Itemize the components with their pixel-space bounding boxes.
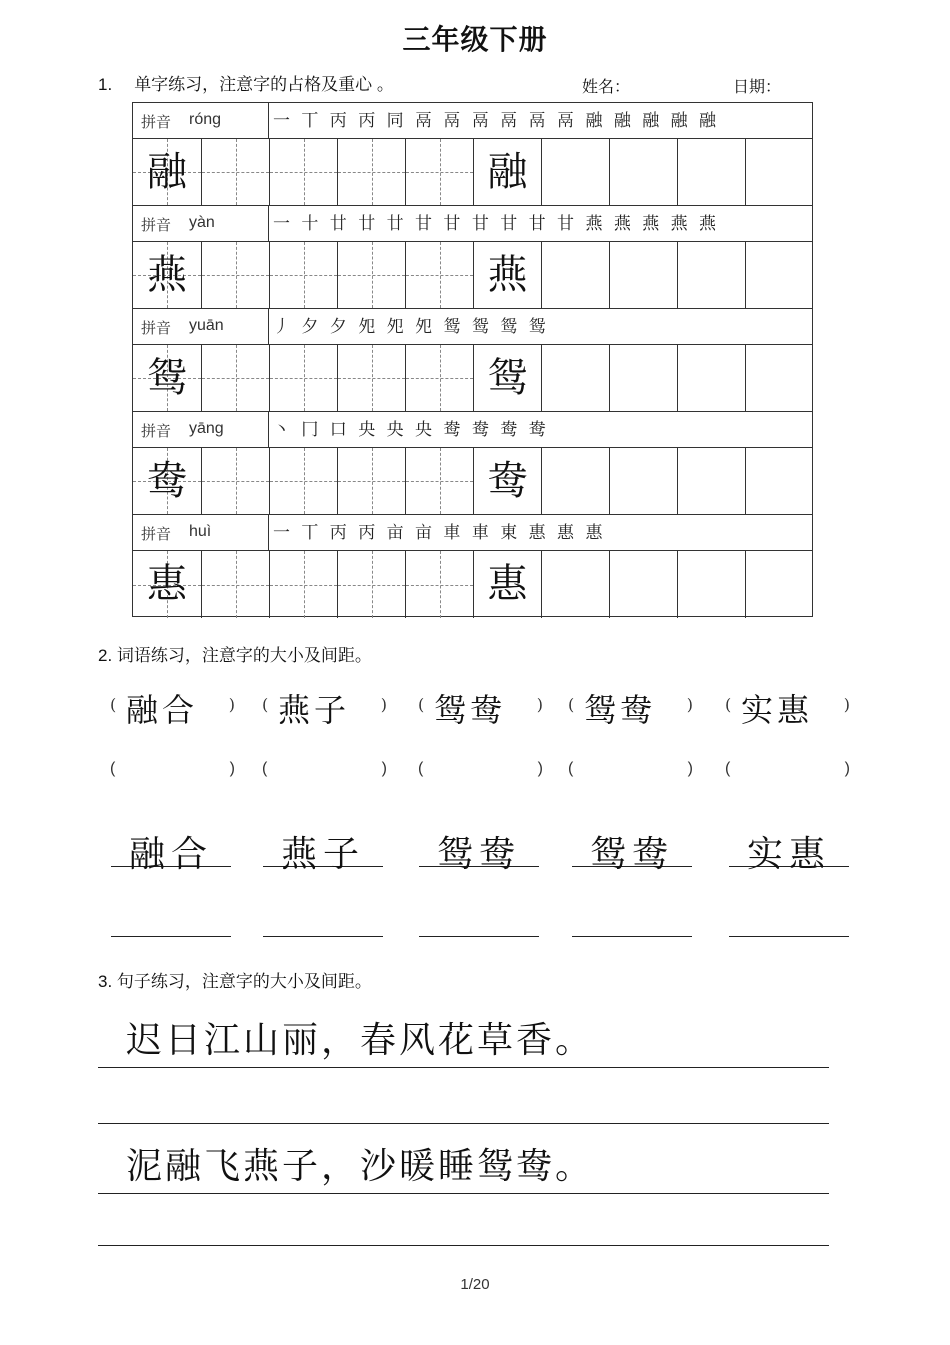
- pinyin-value: yāng: [189, 420, 224, 437]
- stroke-order: 一 丅 丙 丙 亩 亩 車 車 東 惠 惠 惠: [273, 523, 606, 543]
- pinyin-row: [133, 412, 812, 448]
- empty-parens[interactable]: ( ): [262, 760, 387, 777]
- sample-char: 燕: [487, 252, 528, 298]
- write-cell[interactable]: [541, 345, 609, 411]
- write-cell[interactable]: [609, 242, 677, 308]
- divider: [268, 515, 269, 550]
- section1-text: 单字练习，注意字的占格及重心 。: [134, 75, 394, 94]
- sample-cell: [473, 448, 541, 514]
- blank-word-line[interactable]: [263, 896, 383, 937]
- word-with-parens: ( 鸳鸯 ): [568, 685, 693, 735]
- pinyin-label: 拼音: [141, 423, 172, 440]
- word-on-line: 鸳鸯: [419, 826, 539, 867]
- trace-cell[interactable]: [201, 345, 269, 411]
- name-label: 姓名：: [582, 79, 631, 96]
- trace-cell[interactable]: [201, 139, 269, 205]
- model-char: 鸳: [147, 355, 187, 401]
- trace-cell[interactable]: [201, 448, 269, 514]
- word-with-parens: ( 燕子 ): [262, 685, 387, 735]
- trace-cell[interactable]: [269, 448, 337, 514]
- blank-word-line[interactable]: [572, 896, 692, 937]
- write-cell[interactable]: [609, 448, 677, 514]
- page-number: 1/20: [460, 1276, 490, 1293]
- write-cell[interactable]: [609, 345, 677, 411]
- stroke-order: 一 丅 丙 丙 同 鬲 鬲 鬲 鬲 鬲 鬲 融 融 融 融 融: [273, 111, 720, 131]
- model-char: 燕: [147, 252, 187, 298]
- model-cell: [133, 242, 201, 308]
- sample-char: 鸯: [487, 458, 528, 504]
- practice-row: [133, 139, 812, 206]
- pinyin-label: 拼音: [141, 526, 172, 543]
- blank-sentence-line[interactable]: [98, 1074, 829, 1124]
- section1-heading: [98, 70, 394, 95]
- word-text: 鸳鸯: [584, 691, 657, 729]
- write-cell[interactable]: [745, 242, 812, 308]
- word-with-parens: ( 实惠 ): [725, 685, 850, 735]
- section3-heading: 3. 句子练习，注意字的大小及间距。: [98, 972, 372, 991]
- stroke-order: 丶 冂 口 央 央 央 鸯 鸯 鸯 鸯: [273, 420, 549, 440]
- divider: [268, 309, 269, 344]
- blank-word-line[interactable]: [729, 896, 849, 937]
- write-cell[interactable]: [541, 448, 609, 514]
- trace-cell[interactable]: [337, 448, 405, 514]
- write-cell[interactable]: [745, 551, 812, 618]
- trace-cell[interactable]: [405, 139, 473, 205]
- practice-row: [133, 551, 812, 618]
- trace-cell[interactable]: [405, 551, 473, 618]
- trace-cell[interactable]: [337, 242, 405, 308]
- model-char: 融: [147, 149, 187, 195]
- trace-cell[interactable]: [405, 345, 473, 411]
- sample-cell: [473, 345, 541, 411]
- word-text: 融合: [126, 691, 199, 729]
- divider: [268, 412, 269, 447]
- date-label: 日期：: [733, 79, 782, 96]
- pinyin-value: yuān: [189, 317, 224, 334]
- pinyin-label: 拼音: [141, 320, 172, 337]
- pinyin-row: [133, 515, 812, 551]
- blank-sentence-line[interactable]: [98, 1196, 829, 1246]
- write-cell[interactable]: [609, 551, 677, 618]
- model-cell: [133, 345, 201, 411]
- trace-cell[interactable]: [201, 242, 269, 308]
- sample-char: 融: [487, 149, 528, 195]
- divider: [268, 103, 269, 138]
- page-title: 三年级下册: [402, 24, 548, 55]
- section1-number: 1.: [98, 75, 113, 94]
- trace-cell[interactable]: [337, 139, 405, 205]
- trace-cell[interactable]: [269, 242, 337, 308]
- section2-heading: 2. 词语练习，注意字的大小及间距。: [98, 646, 372, 665]
- sample-cell: [473, 551, 541, 618]
- sentence-line: 迟日江山丽，春风花草香。: [98, 1018, 829, 1068]
- sample-cell: [473, 242, 541, 308]
- blank-word-line[interactable]: [419, 896, 539, 937]
- pinyin-label: 拼音: [141, 217, 172, 234]
- model-char: 惠: [147, 561, 187, 607]
- pinyin-value: huì: [189, 523, 212, 540]
- trace-cell[interactable]: [337, 345, 405, 411]
- pinyin-row: [133, 206, 812, 242]
- write-cell[interactable]: [541, 242, 609, 308]
- empty-parens[interactable]: ( ): [568, 760, 693, 777]
- model-char: 鸯: [147, 458, 187, 504]
- word-with-parens: ( 融合 ): [110, 685, 235, 735]
- trace-cell[interactable]: [269, 345, 337, 411]
- trace-cell[interactable]: [405, 242, 473, 308]
- pinyin-row: [133, 103, 812, 139]
- write-cell[interactable]: [677, 345, 745, 411]
- model-cell: [133, 139, 201, 205]
- stroke-order: 一 十 廿 廿 廿 甘 甘 甘 甘 甘 甘 燕 燕 燕 燕 燕: [273, 214, 720, 234]
- word-on-line: 融合: [111, 826, 231, 867]
- write-cell[interactable]: [745, 139, 812, 205]
- write-cell[interactable]: [677, 551, 745, 618]
- trace-cell[interactable]: [337, 551, 405, 618]
- write-cell[interactable]: [745, 448, 812, 514]
- empty-parens[interactable]: ( ): [418, 760, 543, 777]
- sample-cell: [473, 139, 541, 205]
- trace-cell[interactable]: [201, 551, 269, 618]
- pinyin-row: [133, 309, 812, 345]
- trace-cell[interactable]: [405, 448, 473, 514]
- practice-row: [133, 448, 812, 515]
- sentence-line: 泥融飞燕子，沙暖睡鸳鸯。: [98, 1144, 829, 1194]
- divider: [268, 206, 269, 241]
- trace-cell[interactable]: [269, 139, 337, 205]
- sample-char: 惠: [487, 561, 528, 607]
- pinyin-label: 拼音: [141, 114, 172, 131]
- sample-char: 鸳: [487, 355, 528, 401]
- write-cell[interactable]: [677, 139, 745, 205]
- practice-row: [133, 242, 812, 309]
- pinyin-value: yàn: [189, 214, 215, 231]
- model-cell: [133, 551, 201, 618]
- practice-row: [133, 345, 812, 412]
- word-on-line: 燕子: [263, 826, 383, 867]
- write-cell[interactable]: [745, 345, 812, 411]
- character-practice-grid: [132, 102, 813, 617]
- write-cell[interactable]: [677, 242, 745, 308]
- write-cell[interactable]: [541, 139, 609, 205]
- word-text: 鸳鸯: [434, 691, 507, 729]
- stroke-order: 丿 夕 夕 夗 夗 夗 鸳 鸳 鸳 鸳: [273, 317, 549, 337]
- word-text: 燕子: [278, 691, 351, 729]
- write-cell[interactable]: [609, 139, 677, 205]
- pinyin-value: róng: [189, 111, 222, 128]
- word-on-line: 实惠: [729, 826, 849, 867]
- word-with-parens: ( 鸳鸯 ): [418, 685, 543, 735]
- trace-cell[interactable]: [269, 551, 337, 618]
- word-on-line: 鸳鸯: [572, 826, 692, 867]
- write-cell[interactable]: [541, 551, 609, 618]
- empty-parens[interactable]: ( ): [110, 760, 235, 777]
- blank-word-line[interactable]: [111, 896, 231, 937]
- empty-parens[interactable]: ( ): [725, 760, 850, 777]
- model-cell: [133, 448, 201, 514]
- write-cell[interactable]: [677, 448, 745, 514]
- word-text: 实惠: [741, 691, 814, 729]
